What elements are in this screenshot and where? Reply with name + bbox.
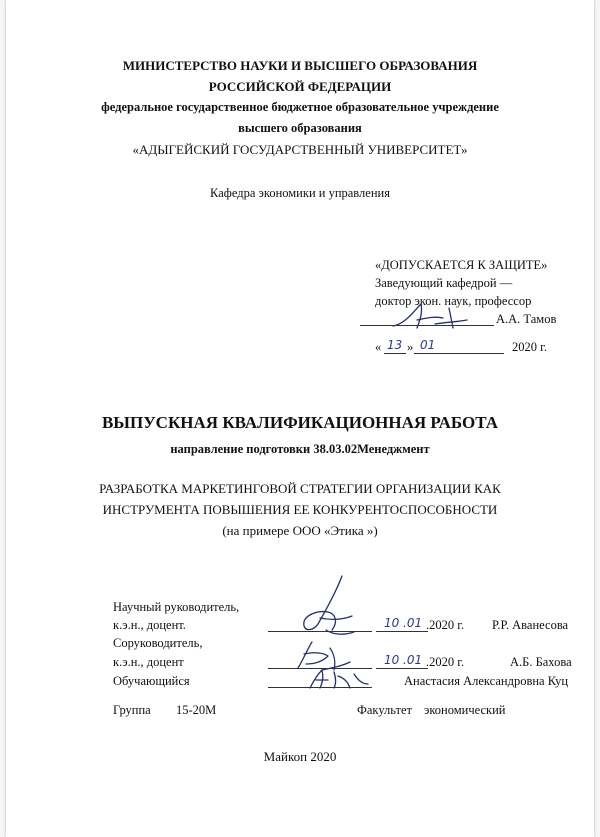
direction: направление подготовки 38.03.02Менеджмент <box>170 442 430 456</box>
supervisor-name: Р.Р. Аванесова <box>492 618 569 632</box>
supervisor-degree: к.э.н., доцент. <box>113 618 186 632</box>
approval-day: 13 <box>387 338 403 352</box>
topic-line-1: РАЗРАБОТКА МАРКЕТИНГОВОЙ СТРАТЕГИИ ОРГАНИЗАЦИИ КАК <box>99 481 501 496</box>
approval-month: 01 <box>420 338 436 352</box>
faculty-label: Факультет <box>357 703 412 717</box>
approval-quote-open: « <box>375 340 382 354</box>
cosupervisor-year: .2020 г. <box>426 655 465 669</box>
approval-year: 2020 г. <box>512 340 547 354</box>
university-name: «АДЫГЕЙСКИЙ ГОСУДАРСТВЕННЫЙ УНИВЕРСИТЕТ» <box>132 142 468 157</box>
supervisor-year: .2020 г. <box>426 618 465 632</box>
group-label: Группа <box>113 703 151 717</box>
cosupervisor-role: Соруководитель, <box>113 636 203 650</box>
approval-role: Заведующий кафедрой — <box>375 276 513 290</box>
topic-example: (на примере ООО «Этика ») <box>222 523 378 538</box>
cosupervisor-date-line <box>376 668 428 669</box>
cosupervisor-name: А.Б. Бахова <box>510 655 572 669</box>
institution-line-1: федеральное государственное бюджетное образовательное учреждение <box>101 100 499 114</box>
approval-quote-close: » <box>407 340 414 354</box>
approval-title: «ДОПУСКАЕТСЯ К ЗАЩИТЕ» <box>375 258 548 272</box>
supervisor-role: Научный руководитель, <box>113 600 240 614</box>
approval-day-line <box>384 353 406 354</box>
student-signature <box>306 666 372 692</box>
title-page <box>6 0 594 837</box>
cosupervisor-day: 10 <box>384 653 400 667</box>
city-year: Майкоп 2020 <box>263 749 337 764</box>
faculty-value: экономический <box>424 703 506 717</box>
approval-signature <box>391 300 471 332</box>
ministry-line-1: МИНИСТЕРСТВО НАУКИ И ВЫСШЕГО ОБРАЗОВАНИЯ <box>122 58 478 73</box>
supervisor-month: .01 <box>403 616 423 630</box>
topic-line-2: ИНСТРУМЕНТА ПОВЫШЕНИЯ ЕЕ КОНКУРЕНТОСПОСОБНОСТИ <box>102 502 498 517</box>
cosupervisor-degree: к.э.н., доцент <box>113 655 184 669</box>
approval-name: А.А. Тамов <box>496 312 557 326</box>
cosupervisor-month: .01 <box>403 653 423 667</box>
work-type-title: ВЫПУСКНАЯ КВАЛИФИКАЦИОННАЯ РАБОТА <box>101 413 499 432</box>
approval-degree: доктор экон. наук, профессор <box>375 294 532 308</box>
supervisor-date-line <box>376 631 428 632</box>
group-value: 15-20М <box>176 703 217 717</box>
institution-line-2: высшего образования <box>238 121 362 135</box>
department-name: Кафедра экономики и управления <box>210 186 390 200</box>
student-name: Анастасия Александровна Куц <box>404 674 569 688</box>
student-role: Обучающийся <box>113 674 190 688</box>
approval-month-line <box>414 353 504 354</box>
supervisor-signature <box>296 572 366 642</box>
ministry-line-2: РОССИЙСКОЙ ФЕДЕРАЦИИ <box>208 79 392 94</box>
supervisor-day: 10 <box>384 616 400 630</box>
